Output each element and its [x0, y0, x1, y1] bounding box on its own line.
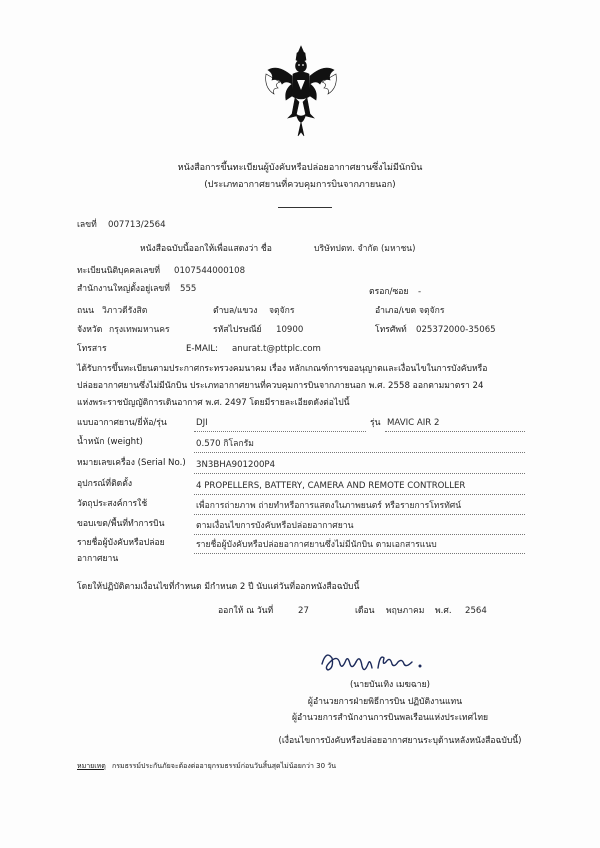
model-word: รุ่น: [370, 418, 381, 428]
district-value: จตุจักร: [419, 306, 445, 316]
footnote-label: หมายเหตุ: [77, 762, 106, 770]
signature-icon: [316, 644, 426, 678]
serial-label: หมายเลขเครื่อง (Serial No.): [77, 458, 186, 468]
signatory-position-1: ผู้อำนวยการฝ่ายพิธีการบิน ปฏิบัติงานแทน: [307, 697, 463, 707]
area-label: ขอบเขต/พื้นที่ทำการบิน: [77, 519, 165, 529]
issued-label: ออกให้ ณ วันที่: [218, 606, 274, 616]
year-label: พ.ศ.: [435, 606, 452, 616]
brand-underline: [194, 431, 366, 432]
signatory-position-2: ผู้อำนวยการสำนักงานการบินพลเรือนแห่งประเทศไทย: [291, 713, 489, 723]
certify-text: หนังสือฉบับนี้ออกให้เพื่อแสดงว่า ชื่อ: [140, 244, 272, 254]
reg-label: ทะเบียนนิติบุคคลเลขที่: [77, 266, 161, 276]
province-value: กรุงเทพมหานคร: [109, 325, 170, 335]
operators-label-1: รายชื่อผู้บังคับหรือปล่อย: [77, 538, 165, 548]
issued-year: 2564: [465, 606, 487, 616]
hq-label: สำนักงานใหญ่ตั้งอยู่เลขที่: [77, 284, 170, 294]
document-title: หนังสือการขึ้นทะเบียนผู้บังคับหรือปล่อยอากาศยานซึ่งไม่มีนักบิน: [177, 163, 423, 173]
signatory-name: (นายบันเทิง เมฆฉาย): [350, 680, 430, 690]
phone-value: 025372000-35065: [416, 325, 496, 335]
area-underline: [194, 534, 525, 535]
issued-day: 27: [298, 606, 309, 616]
body-line-1: ได้รับการขึ้นทะเบียนตามประกาศกระทรวงคมนาคม เรื่อง หลักเกณฑ์การขออนุญาตและเงื่อนไขในการบังคับหรือ: [77, 364, 488, 374]
phone-label: โทรศัพท์: [375, 325, 407, 335]
subdistrict-label: ตำบล/แขวง: [213, 306, 258, 316]
garuda-emblem-icon: [262, 44, 340, 140]
validity-text: โดยให้ปฏิบัติตามเงื่อนไขที่กำหนด มีกำหนด 2 ปี นับแต่วันที่ออกหนังสือฉบับนี้: [77, 582, 360, 592]
number-label: เลขที่: [77, 220, 97, 230]
purpose-underline: [194, 514, 525, 515]
equipment-label: อุปกรณ์ที่ติดตั้ง: [77, 479, 133, 489]
equipment-underline: [194, 494, 525, 495]
operators-underline: [194, 553, 525, 554]
fax-label: โทรสาร: [77, 344, 107, 354]
district-label: อำเภอ/เขต: [375, 306, 417, 316]
title-divider: [278, 207, 332, 208]
weight-value: 0.570 กิโลกรัม: [196, 439, 254, 449]
footnote-text: กรมธรรม์ประกันภัยจะต้องต่ออายุกรมธรรม์ก่อนวันสิ้นสุดไม่น้อยกว่า 30 วัน: [112, 762, 336, 770]
purpose-value: เพื่อการถ่ายภาพ ถ่ายทำหรือการแสดงในภาพยนตร์ หรือรายการโทรทัศน์: [196, 501, 462, 511]
month-label: เดือน: [355, 606, 375, 616]
aircraft-brand: DJI: [196, 418, 208, 428]
serial-value: 3N3BHA901200P4: [196, 460, 276, 470]
province-label: จังหวัด: [77, 325, 103, 335]
aircraft-model: MAVIC AIR 2: [387, 418, 440, 428]
issued-month: พฤษภาคม: [386, 606, 425, 616]
reg-number: 0107544000108: [174, 266, 246, 276]
company-name: บริษัทปตท. จำกัด (มหาชน): [314, 244, 416, 254]
road-value: วิภาวดีรังสิต: [102, 306, 148, 316]
condition-note: (เงื่อนไขการบังคับหรือปล่อยอากาศยานระบุด้านหลังหนังสือฉบับนี้): [278, 736, 522, 746]
aircraft-model-label: แบบอากาศยาน/ยี่ห้อ/รุ่น: [77, 418, 167, 428]
postcode-label: รหัสไปรษณีย์: [213, 325, 262, 335]
weight-underline: [194, 452, 525, 453]
body-line-3: แห่งพระราชบัญญัติการเดินอากาศ พ.ศ. 2497 โดยมีรายละเอียดดังต่อไปนี้: [77, 398, 350, 408]
model-underline: [385, 431, 525, 432]
body-line-2: ปล่อยอากาศยานซึ่งไม่มีนักบิน ประเภทอากาศยานที่ควบคุมการบินจากภายนอก พ.ศ. 2558 ออกตามมาตรา 24: [77, 381, 484, 391]
purpose-label: วัตถุประสงค์การใช้: [77, 499, 148, 509]
equipment-value: 4 PROPELLERS, BATTERY, CAMERA AND REMOTE CONTROLLER: [196, 481, 466, 491]
email-label: E-MAIL:: [186, 344, 219, 354]
alley-value: -: [418, 287, 422, 297]
email-value: anurat.t@pttplc.com: [232, 344, 321, 354]
subdistrict-value: จตุจักร: [269, 306, 295, 316]
document-subtitle: (ประเภทอากาศยานที่ควบคุมการบินจากภายนอก): [204, 180, 396, 190]
serial-underline: [194, 473, 525, 474]
weight-label: น้ำหนัก (weight): [77, 437, 143, 447]
alley-label: ตรอก/ซอย: [369, 287, 409, 297]
document-number: 007713/2564: [108, 220, 166, 230]
road-label: ถนน: [77, 306, 94, 316]
operators-value: รายชื่อผู้บังคับหรือปล่อยอากาศยานซึ่งไม่มีนักบิน ตามเอกสารแนบ: [196, 540, 437, 550]
postcode-value: 10900: [276, 325, 304, 335]
operators-label-2: อากาศยาน: [77, 554, 119, 564]
area-value: ตามเงื่อนไขการบังคับหรือปล่อยอากาศยาน: [196, 521, 354, 531]
hq-number: 555: [180, 284, 197, 294]
